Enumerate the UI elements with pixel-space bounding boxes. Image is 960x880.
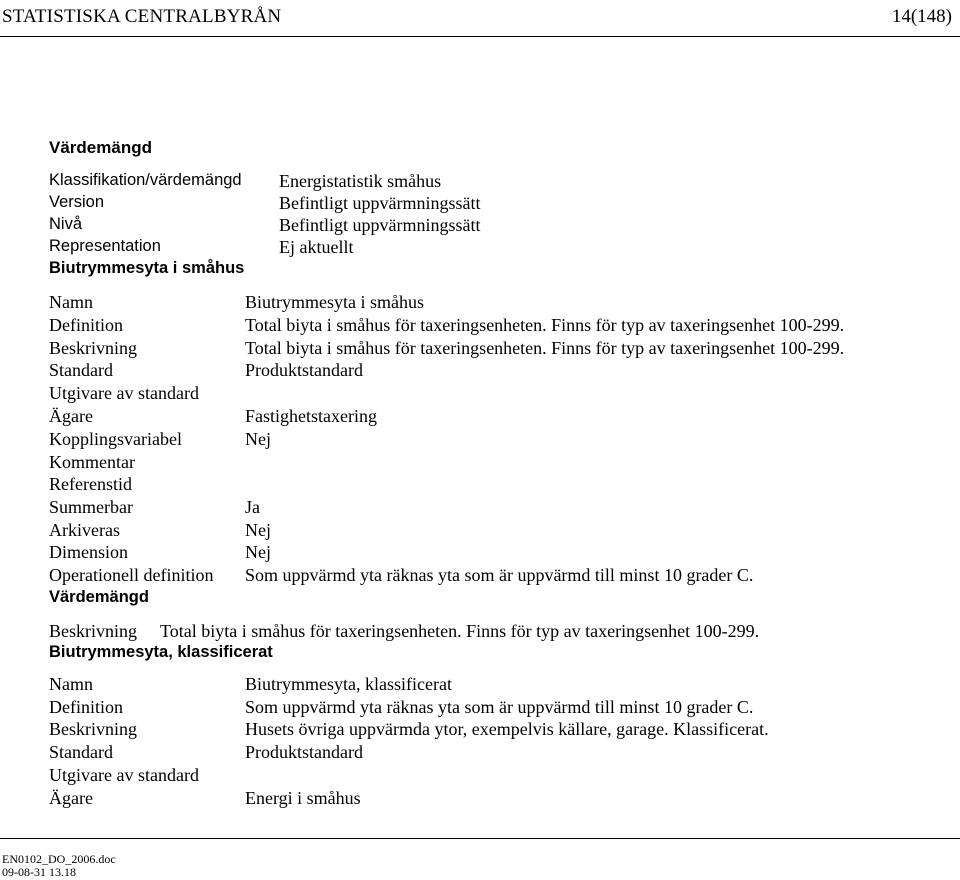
field-label: Definition	[49, 315, 123, 335]
field-label: Definition	[49, 697, 123, 717]
header-rule	[0, 36, 960, 37]
field-value: Som uppvärmd yta räknas yta som är uppvärmd till minst 10 grader C.	[245, 697, 754, 717]
field-label: Klassifikation/värdemängd	[49, 171, 242, 189]
organization-name: STATISTISKA CENTRALBYRÅN	[2, 6, 282, 27]
field-label: Representation	[49, 237, 161, 255]
section-title-label: Värdemängd	[49, 588, 149, 606]
field-label: Kopplingsvariabel	[49, 429, 182, 449]
field-label: Standard	[49, 360, 113, 380]
field-label: Beskrivning	[49, 719, 137, 739]
field-value: Energistatistik småhus	[279, 171, 442, 191]
field-label: Namn	[49, 674, 93, 694]
field-value: Total biyta i småhus för taxeringsenheten. Finns för typ av taxeringsenhet 100-299.	[160, 621, 760, 641]
field-label: Referenstid	[49, 474, 132, 494]
field-value: Befintligt uppvärmningssätt	[279, 215, 481, 235]
field-label: Dimension	[49, 542, 128, 562]
field-label: Beskrivning	[49, 621, 137, 641]
field-value: Befintligt uppvärmningssätt	[279, 193, 481, 213]
footer-date: 09-08-31 13.18	[2, 865, 76, 879]
field-label: Summerbar	[49, 497, 133, 517]
page-number: 14(148)	[891, 6, 952, 27]
field-value: Fastighetstaxering	[245, 406, 377, 426]
section-title-label: Biutrymmesyta, klassificerat	[49, 643, 273, 661]
field-value: Ja	[245, 497, 260, 517]
footer-rule	[0, 838, 960, 839]
field-label: Arkiveras	[49, 520, 120, 540]
field-label: Beskrivning	[49, 338, 137, 358]
field-value: Produktstandard	[245, 360, 363, 380]
field-label: Ägare	[49, 406, 93, 426]
field-label: Namn	[49, 292, 93, 312]
field-value: Produktstandard	[245, 742, 363, 762]
footer-filename: EN0102_DO_2006.doc	[2, 852, 116, 866]
field-value: Total biyta i småhus för taxeringsenheten. Finns för typ av taxeringsenhet 100-299.	[245, 315, 845, 335]
subtitle-label: Biutrymmesyta i småhus	[49, 259, 245, 277]
field-value: Energi i småhus	[245, 788, 361, 808]
field-label: Nivå	[49, 215, 83, 233]
field-value: Husets övriga uppvärmda ytor, exempelvis källare, garage. Klassificerat.	[245, 719, 769, 739]
field-value: Nej	[245, 542, 271, 562]
field-value: Ej aktuellt	[279, 237, 354, 257]
field-label: Utgivare av standard	[49, 383, 199, 403]
field-label: Standard	[49, 742, 113, 762]
field-value: Nej	[245, 520, 271, 540]
field-label: Ägare	[49, 788, 93, 808]
field-value: Biutrymmesyta i småhus	[245, 292, 424, 312]
field-value: Biutrymmesyta, klassificerat	[245, 674, 452, 694]
field-label: Kommentar	[49, 452, 135, 472]
field-value: Som uppvärmd yta räknas yta som är uppvärmd till minst 10 grader C.	[245, 565, 754, 585]
section-title-vardemangd: Värdemängd	[49, 138, 152, 157]
field-label: Operationell definition	[49, 565, 214, 585]
field-label: Utgivare av standard	[49, 765, 199, 785]
field-value: Total biyta i småhus för taxeringsenheten. Finns för typ av taxeringsenhet 100-299.	[245, 338, 845, 358]
page-header	[0, 0, 960, 36]
field-label: Version	[49, 193, 105, 211]
field-value: Nej	[245, 429, 271, 449]
